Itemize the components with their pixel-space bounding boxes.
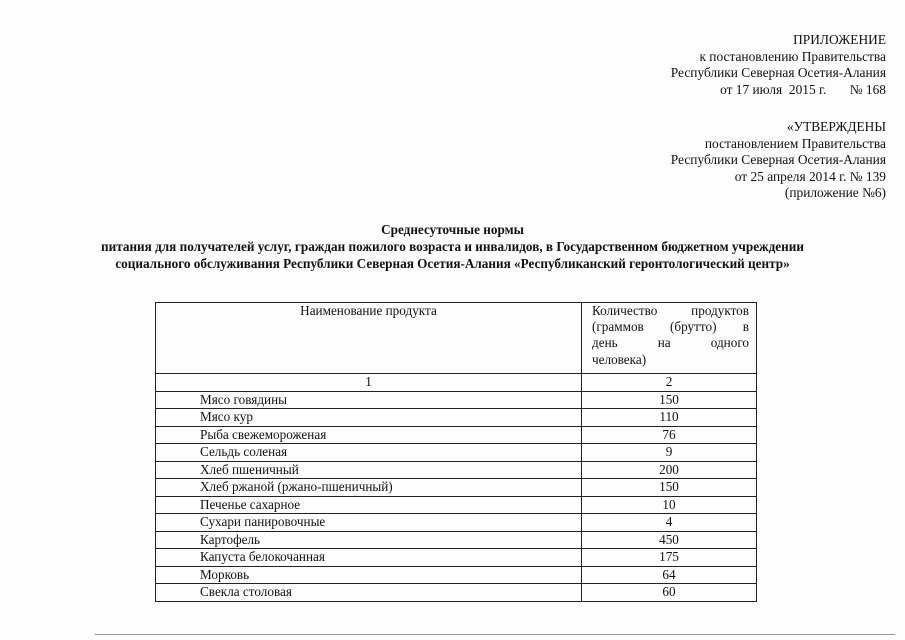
table-row bbox=[156, 514, 757, 532]
column-number-1: 1 bbox=[156, 374, 582, 392]
product-quantity-cell: 64 bbox=[582, 566, 757, 584]
product-name-cell: Капуста белокочанная bbox=[156, 549, 582, 567]
header-quantity-cell bbox=[582, 303, 757, 374]
product-quantity-cell: 150 bbox=[582, 391, 757, 409]
table-row bbox=[156, 496, 757, 514]
product-quantity-cell: 150 bbox=[582, 479, 757, 497]
page-edge-line bbox=[95, 634, 895, 635]
product-name-cell: Печенье сахарное bbox=[156, 496, 582, 514]
table-row bbox=[156, 531, 757, 549]
product-name-cell: Сухари панировочные bbox=[156, 514, 582, 532]
annex-title: ПРИЛОЖЕНИЕ bbox=[793, 32, 886, 47]
header-quantity-line: (граммов (брутто) в bbox=[592, 319, 749, 335]
product-name-cell: Хлеб пшеничный bbox=[156, 461, 582, 479]
nutrition-norms-table bbox=[155, 302, 757, 602]
table-row bbox=[156, 409, 757, 427]
annex-line: к постановлению Правительства bbox=[699, 48, 886, 64]
product-name-cell: Морковь bbox=[156, 566, 582, 584]
product-quantity-cell: 175 bbox=[582, 549, 757, 567]
approved-title: «УТВЕРЖДЕНЫ bbox=[786, 119, 886, 134]
table-row bbox=[156, 479, 757, 497]
product-quantity-cell: 200 bbox=[582, 461, 757, 479]
table-row bbox=[156, 584, 757, 602]
annex-date: от 17 июля 2015 г. № 168 bbox=[720, 81, 886, 97]
header-quantity-line: день на одного bbox=[592, 335, 749, 351]
document-subtitle: социального обслуживания Республики Северная Осетия-Алания «Республиканский геронтологический центр» bbox=[115, 256, 790, 271]
document-subtitle: питания для получателей услуг, граждан пожилого возраста и инвалидов, в Государственном бюджетном учреждении bbox=[101, 239, 804, 254]
product-quantity-cell: 10 bbox=[582, 496, 757, 514]
annex-block bbox=[671, 32, 886, 98]
product-name-cell: Мясо говядины bbox=[156, 391, 582, 409]
table-header-row bbox=[156, 303, 757, 374]
header-quantity-line: Количество продуктов bbox=[592, 303, 749, 318]
header-quantity-line: человека) bbox=[592, 351, 647, 367]
product-quantity-cell: 450 bbox=[582, 531, 757, 549]
table-row bbox=[156, 444, 757, 462]
approved-date: от 25 апреля 2014 г. № 139 bbox=[734, 168, 886, 184]
product-name-cell: Картофель bbox=[156, 531, 582, 549]
table-row bbox=[156, 549, 757, 567]
product-quantity-cell: 76 bbox=[582, 426, 757, 444]
column-number-2: 2 bbox=[582, 374, 757, 392]
product-name-cell: Мясо кур bbox=[156, 409, 582, 427]
table-row bbox=[156, 566, 757, 584]
product-name-cell: Сельдь соленая bbox=[156, 444, 582, 462]
product-quantity-cell: 110 bbox=[582, 409, 757, 427]
table-row bbox=[156, 391, 757, 409]
product-name-cell: Свекла столовая bbox=[156, 584, 582, 602]
product-name-cell: Хлеб ржаной (ржано-пшеничный) bbox=[156, 479, 582, 497]
product-quantity-cell: 9 bbox=[582, 444, 757, 462]
table-row bbox=[156, 426, 757, 444]
product-quantity-cell: 60 bbox=[582, 584, 757, 602]
approved-appendix: (приложение №6) bbox=[784, 185, 886, 200]
approved-line: постановлением Правительства bbox=[704, 135, 886, 151]
product-name-cell: Рыба свежемороженая bbox=[156, 426, 582, 444]
header-product-cell: Наименование продукта bbox=[156, 303, 582, 374]
approved-line: Республики Северная Осетия-Алания bbox=[670, 152, 886, 167]
table-row bbox=[156, 461, 757, 479]
annex-line: Республики Северная Осетия-Алания bbox=[670, 65, 886, 80]
approved-block bbox=[671, 119, 886, 202]
column-number-row bbox=[156, 374, 757, 392]
document-title: Среднесуточные нормы bbox=[381, 222, 524, 237]
product-quantity-cell: 4 bbox=[582, 514, 757, 532]
